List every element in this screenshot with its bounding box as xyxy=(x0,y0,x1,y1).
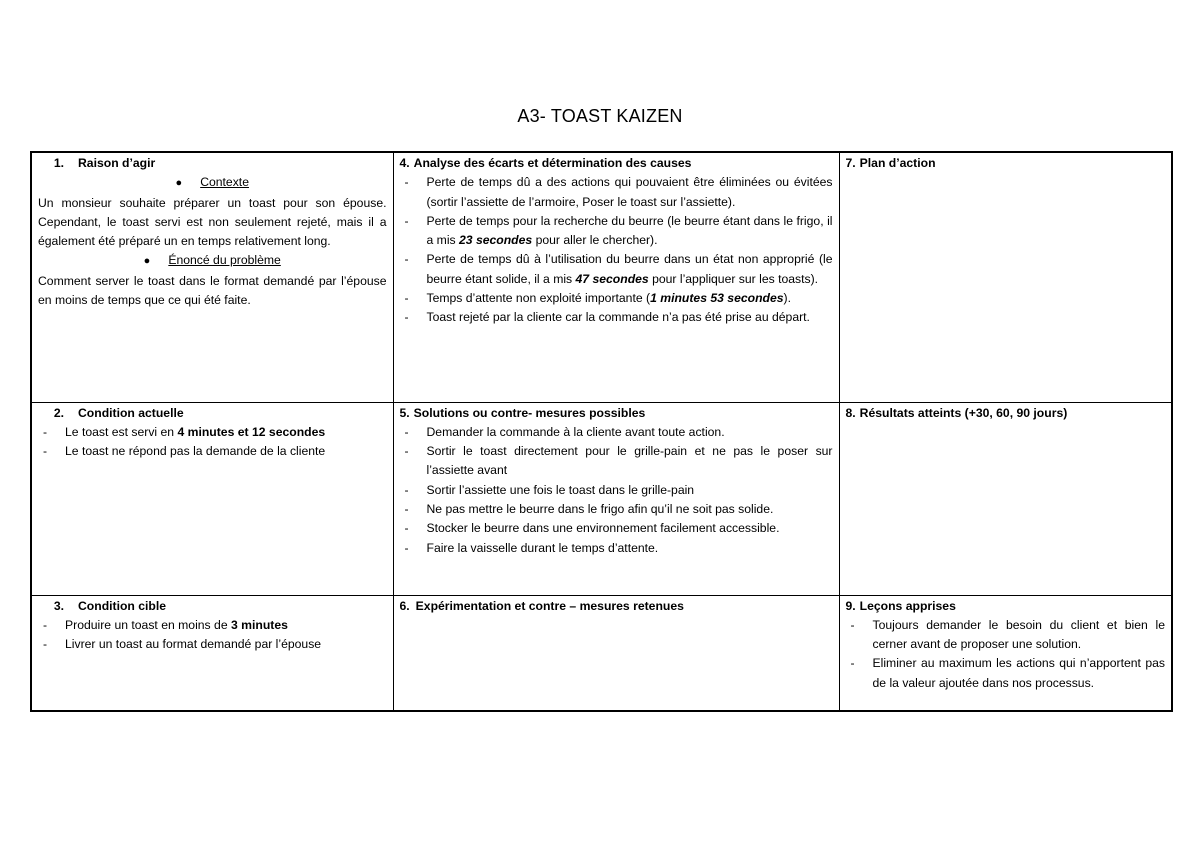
cell-analyse xyxy=(393,152,839,402)
section-7-number: 7. xyxy=(845,156,856,170)
section-1-heading xyxy=(38,154,387,173)
row-1 xyxy=(31,152,1172,402)
contexte-label: Contexte xyxy=(200,175,249,190)
analyse-list xyxy=(400,173,833,327)
list-item: - Demander la commande à la cliente avant toute action. xyxy=(400,423,833,442)
section-4-number: 4. xyxy=(399,156,410,170)
list-item: - Perte de temps pour la recherche du beurre (le beurre étant dans le frigo, il a mis 23 secondes pour aller le chercher). xyxy=(400,212,833,251)
section-4-heading xyxy=(400,154,833,173)
list-item: - Sortir l’assiette une fois le toast dans le grille-pain xyxy=(400,481,833,500)
section-2-title: Condition actuelle xyxy=(78,405,184,420)
section-4-title: Analyse des écarts et détermination des causes xyxy=(413,156,692,170)
enonce-text: Comment server le toast dans le format demandé par l’épouse en moins de temps que ce qui été faite. xyxy=(38,273,387,308)
list-item: - Stocker le beurre dans une environnement facilement accessible. xyxy=(400,519,833,538)
section-3-number: 3. xyxy=(53,598,64,613)
list-item: - Ne pas mettre le beurre dans le frigo afin qu’il ne soit pas solide. xyxy=(400,500,833,519)
section-5-number: 5. xyxy=(399,405,410,420)
cell-raison-agir xyxy=(31,152,393,402)
cell-solutions xyxy=(393,402,839,595)
a3-table xyxy=(30,151,1173,712)
enonce-subheading xyxy=(38,251,387,271)
list-item: - Le toast ne répond pas la demande de la cliente xyxy=(38,442,387,461)
section-7-title: Plan d’action xyxy=(859,156,936,170)
cell-experimentation xyxy=(393,595,839,711)
list-item: - Produire un toast en moins de 3 minutes xyxy=(38,616,387,635)
cell-lecons xyxy=(839,595,1172,711)
section-5-heading xyxy=(400,404,833,423)
list-item: - Perte de temps dû à l’utilisation du beurre dans un état non approprié (le beurre étant solide, il a mis 47 secondes pour l’appliquer sur les toasts). xyxy=(400,250,833,289)
list-item: - Le toast est servi en 4 minutes et 12 secondes xyxy=(38,423,387,442)
section-6-title: Expérimentation et contre – mesures retenues xyxy=(415,598,684,613)
section-1-title: Raison d’agir xyxy=(78,156,156,170)
condition-cible-list xyxy=(38,616,387,655)
row-3 xyxy=(31,595,1172,711)
section-2-heading xyxy=(38,404,387,423)
section-6-number: 6. xyxy=(399,598,410,613)
list-item: - Eliminer au maximum les actions qui n’apportent pas de la valeur ajoutée dans nos processus. xyxy=(846,654,1166,693)
list-item: - Temps d’attente non exploité importante (1 minutes 53 secondes). xyxy=(400,289,833,308)
bullet-icon: ● xyxy=(175,177,183,190)
cell-resultats xyxy=(839,402,1172,595)
section-1-number: 1. xyxy=(53,156,64,170)
section-6-heading xyxy=(400,597,833,616)
section-3-heading xyxy=(38,597,387,616)
section-8-heading xyxy=(846,404,1166,423)
list-item: - Livrer un toast au format demandé par l’épouse xyxy=(38,635,387,654)
section-5-title: Solutions ou contre- mesures possibles xyxy=(413,405,646,420)
section-7-heading xyxy=(846,154,1166,173)
contexte-text: Un monsieur souhaite préparer un toast pour son épouse. Cependant, le toast servi est non seulement rejeté, mais il a également été préparé un en temps relativement long. xyxy=(38,195,387,249)
list-item: - Toujours demander le besoin du client et bien le cerner avant de proposer une solution. xyxy=(846,616,1166,655)
section-9-title: Leçons apprises xyxy=(859,598,956,613)
section-3-title: Condition cible xyxy=(78,598,167,613)
list-item: - Perte de temps dû a des actions qui pouvaient être éliminées ou évitées (sortir l’assiette de l’armoire, Poser le toast sur l’assiette). xyxy=(400,173,833,212)
list-item: - Sortir le toast directement pour le grille-pain et ne pas le poser sur l’assiette avant xyxy=(400,442,833,481)
solutions-list xyxy=(400,423,833,558)
section-9-heading xyxy=(846,597,1166,616)
section-2-number: 2. xyxy=(53,405,64,420)
lecons-list xyxy=(846,616,1166,693)
condition-actuelle-list xyxy=(38,423,387,462)
contexte-subheading xyxy=(38,173,387,193)
list-item: - Toast rejeté par la cliente car la commande n’a pas été prise au départ. xyxy=(400,308,833,327)
enonce-label: Énoncé du problème xyxy=(168,253,281,268)
section-8-title: Résultats atteints (+30, 60, 90 jours) xyxy=(859,405,1068,420)
cell-condition-actuelle xyxy=(31,402,393,595)
cell-condition-cible xyxy=(31,595,393,711)
cell-plan-action xyxy=(839,152,1172,402)
section-9-number: 9. xyxy=(845,598,856,613)
row-2 xyxy=(31,402,1172,595)
section-8-number: 8. xyxy=(845,405,856,420)
bullet-icon: ● xyxy=(143,255,151,268)
document-title: A3- TOAST KAIZEN xyxy=(517,106,683,126)
list-item: - Faire la vaisselle durant le temps d’attente. xyxy=(400,539,833,558)
